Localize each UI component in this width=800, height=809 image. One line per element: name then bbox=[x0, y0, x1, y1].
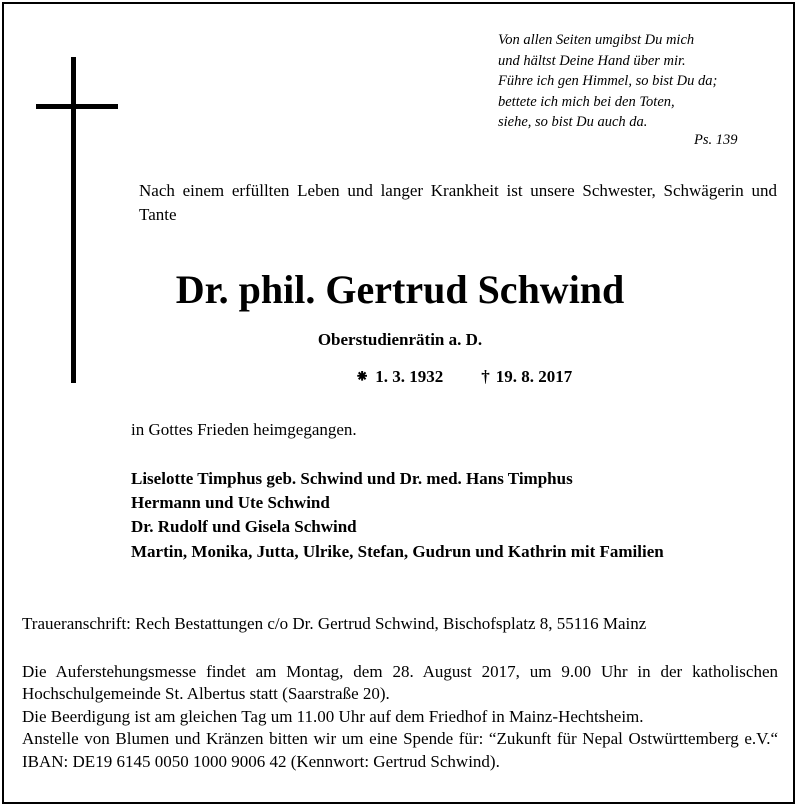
psalm-verse bbox=[498, 30, 717, 133]
mourning-address: Traueranschrift: Rech Bestattungen c/o Dr. Gertrud Schwind, Bischofsplatz 8, 55116 Mainz bbox=[22, 614, 647, 633]
deceased-name: Dr. phil. Gertrud Schwind bbox=[175, 267, 625, 312]
family-line: Martin, Monika, Jutta, Ulrike, Stefan, Gudrun und Kathrin mit Familien bbox=[131, 541, 664, 561]
psalm-line: Von allen Seiten umgibst Du mich bbox=[498, 32, 695, 48]
birth-star-icon: ⁕ bbox=[355, 367, 370, 386]
psalm-line: und hältst Deine Hand über mir. bbox=[498, 52, 686, 69]
service-details bbox=[22, 661, 778, 773]
death-cross-icon: † bbox=[481, 367, 490, 386]
peace-text: in Gottes Frieden heimgegangen. bbox=[131, 420, 357, 439]
family-line: Liselotte Timphus geb. Schwind und Dr. med. Hans Timphus bbox=[131, 469, 573, 488]
psalm-line: bettete ich mich bei den Toten, bbox=[498, 93, 675, 110]
psalm-reference: Ps. 139 bbox=[694, 132, 738, 148]
family-list bbox=[131, 467, 664, 564]
intro-text: Nach einem erfüllten Leben und langer Krankheit ist unsere Schwester, Schwägerin und Tante bbox=[139, 181, 777, 224]
death-date: 19. 8. 2017 bbox=[495, 367, 573, 386]
family-line: Hermann und Ute Schwind bbox=[131, 493, 330, 513]
deceased-title: Oberstudienrätin a. D. bbox=[317, 330, 483, 349]
birth-date: 1. 3. 1932 bbox=[375, 367, 444, 386]
mass-info: Die Auferstehungsmesse findet am Montag, dem 28. August 2017, um 9.00 Uhr in der katholischen Hochschulgemeinde St. Albertus statt (Saarstraße 20). bbox=[22, 662, 778, 704]
burial-info: Die Beerdigung ist am gleichen Tag um 11.00 Uhr auf dem Friedhof in Mainz-Hechtsheim. bbox=[22, 706, 644, 726]
family-line: Dr. Rudolf und Gisela Schwind bbox=[131, 517, 357, 537]
psalm-line: Führe ich gen Himmel, so bist Du da; bbox=[498, 73, 718, 90]
donation-info: Anstelle von Blumen und Kränzen bitten wir um eine Spende für: “Zukunft für Nepal Ostwürttemberg e.V.“ IBAN: DE19 6145 0050 1000 9006 42 (Kennwort: Gertrud Schwind). bbox=[22, 729, 778, 771]
psalm-line: siehe, so bist Du auch da. bbox=[498, 114, 648, 131]
cross-horizontal-bar bbox=[36, 104, 118, 109]
life-dates bbox=[355, 367, 578, 387]
